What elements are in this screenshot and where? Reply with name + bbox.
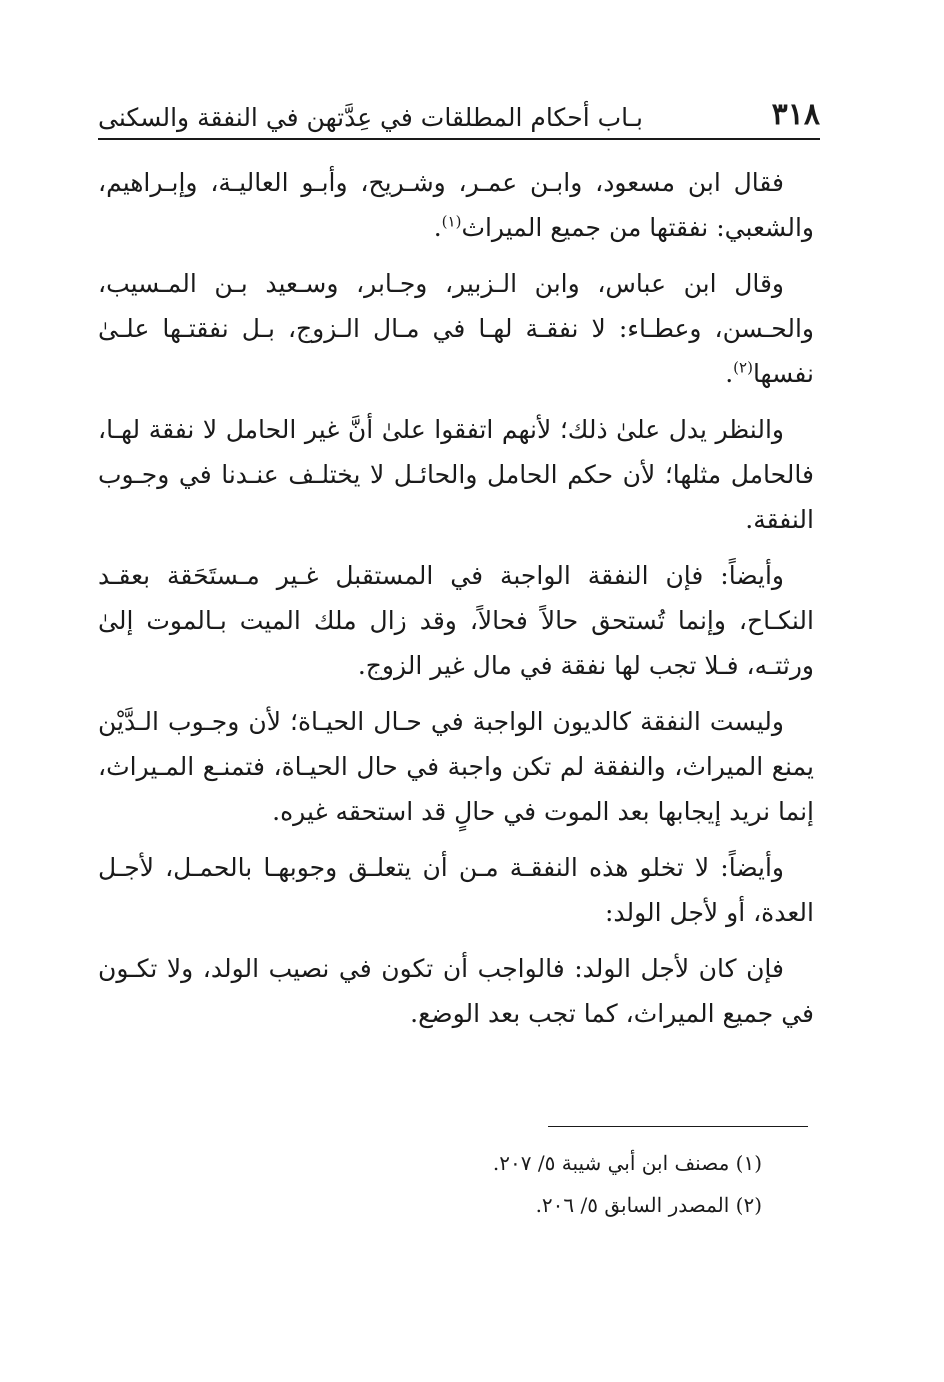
paragraph: وليست النفقة كالديون الواجبة في حـال الحيـاة؛ لأن وجـوب الـدَّيْن يمنع الميراث، والنفقة لم تكن واجبة في حال الحيـاة، فتمنـع المـيراث، إنما نريد إيجابها بعد الموت في حالٍ قد استحقه غيره. [98,707,814,826]
paragraph-text: فقال ابن مسعود، وابـن عمـر، وشـريح، وأبـو العاليـة، وإبـراهيم، والشعبي: نفقتها من جميع الميراث [98,168,814,242]
footnote: (١) مصنف ابن أبي شيبة ٥/ ٢٠٧. [492,1151,762,1175]
footnote: (٢) المصدر السابق ٥/ ٢٠٦. [535,1193,762,1217]
page-number: ٣١٨ [771,97,820,132]
footnote-reference: (٢) [733,358,753,377]
paragraph: وأيضاً: فإن النفقة الواجبة في المستقبل غـير مـستَحَقة بعقـد النكـاح، وإنما تُستحق حالاً فحالاً، وقد زال ملك الميت بـالموت إلىٰ ورثتـه، فـلا تجب لها نفقة في مال غير الزوج. [98,561,814,680]
main-text [98,160,814,1047]
footnote-divider [548,1126,808,1127]
footnote-reference: (١) [441,212,462,231]
page-header [98,92,820,140]
paragraph [98,261,814,396]
footnotes [300,1142,762,1226]
paragraph-end: . [725,359,734,388]
running-title: بـاب أحكام المطلقات في عِدَّتهن في النفقة والسكنى [98,103,644,132]
paragraph-end: . [433,213,442,242]
paragraph-text: وقال ابن عباس، وابن الـزبير، وجـابر، وسـعيد بـن المـسيب، والحـسن، وعطـاء: لا نفقـة لهـا في مـال الـزوج، بـل نفقتـها علـىٰ نفسها [98,269,814,388]
paragraph: فإن كان لأجل الولد: فالواجب أن تكون في نصيب الولد، ولا تكـون في جميع الميراث، كما تجب بعد الوضع. [98,954,814,1028]
paragraph: وأيضاً: لا تخلو هذه النفقـة مـن أن يتعلـق وجوبهـا بالحمـل، لأجـل العدة، أو لأجل الولد: [98,853,814,927]
paragraph: والنظر يدل علىٰ ذلك؛ لأنهم اتفقوا علىٰ أنَّ غير الحامل لا نفقة لهـا، فالحامل مثلها؛ لأن حكم الحامل والحائـل لا يختلـف عنـدنا في وجـوب النفقة. [98,415,814,534]
paragraph [98,160,814,250]
